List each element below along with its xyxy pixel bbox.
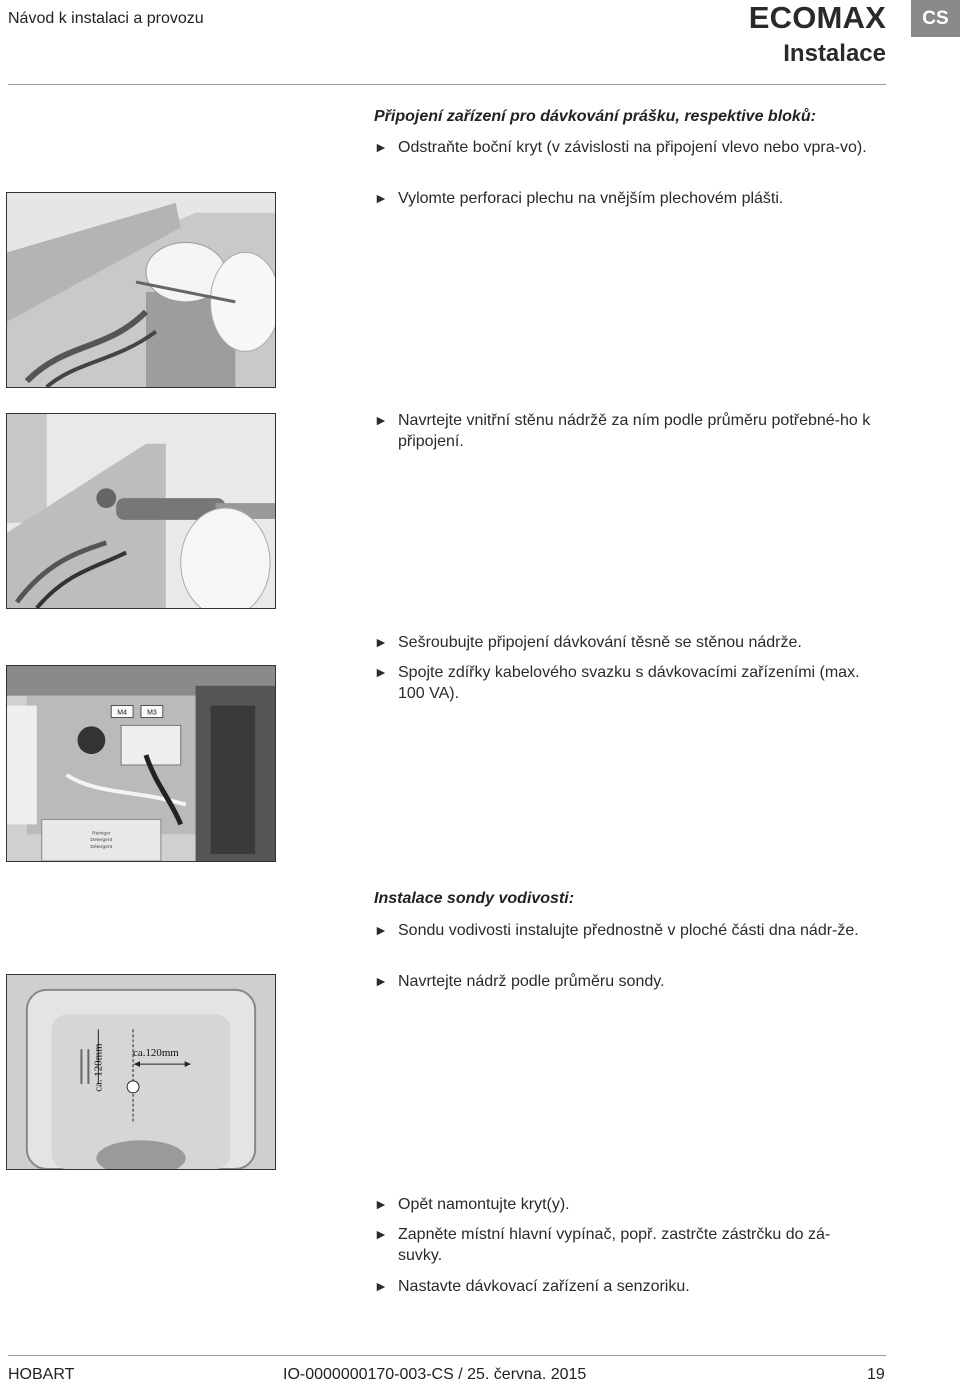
dimension-horizontal-label: ca.120mm bbox=[133, 1047, 179, 1060]
bullet-arrow-icon: ► bbox=[374, 1278, 388, 1294]
footer-divider bbox=[8, 1355, 886, 1356]
bullet-arrow-icon: ► bbox=[374, 634, 388, 650]
step-connect-sockets bbox=[374, 662, 874, 704]
page-number: 19 bbox=[867, 1366, 885, 1383]
section1-title: Připojení zařízení pro dávkování prášku, respektive bloků: bbox=[374, 108, 816, 125]
step-refit-cover bbox=[374, 1194, 874, 1215]
step-configure-dosing bbox=[374, 1276, 874, 1297]
photo-remove-perforation bbox=[6, 192, 276, 388]
step-text: Opět namontujte kryt(y). bbox=[398, 1196, 570, 1213]
label-reiniger: Reiniger bbox=[92, 831, 111, 837]
step-text: Sešroubujte připojení dávkování těsně se stěnou nádrže. bbox=[398, 634, 802, 651]
step-remove-cover bbox=[374, 137, 874, 158]
step-text: Navrtejte nádrž podle průměru sondy. bbox=[398, 973, 665, 990]
brand-title: ECOMAX bbox=[748, 0, 886, 35]
step-install-probe bbox=[374, 920, 874, 941]
label-detergent-fr: Détergent bbox=[90, 845, 113, 851]
dimension-vertical-label: ca. 120mm bbox=[92, 1043, 105, 1092]
photo-cable-connection bbox=[6, 665, 276, 862]
step-text: Spojte zdířky kabelového svazku s dávkovacími zařízeními (max. 100 VA). bbox=[398, 664, 860, 702]
section-title: Instalace bbox=[783, 40, 886, 67]
bullet-arrow-icon: ► bbox=[374, 139, 388, 155]
footer-doc-number: IO-0000000170-003-CS / 25. června. 2015 bbox=[283, 1366, 587, 1383]
photo-drill-tank bbox=[6, 413, 276, 609]
step-switch-on bbox=[374, 1224, 874, 1266]
bullet-arrow-icon: ► bbox=[374, 1196, 388, 1212]
step-text: Zapněte místní hlavní vypínač, popř. zastrčte zástrčku do zá-suvky. bbox=[398, 1226, 831, 1264]
step-screw-connection bbox=[374, 632, 874, 653]
step-drill-probe bbox=[374, 971, 874, 992]
footer-brand: HOBART bbox=[8, 1366, 75, 1383]
document-title: Návod k instalaci a provozu bbox=[8, 10, 204, 27]
section2-title: Instalace sondy vodivosti: bbox=[374, 890, 575, 907]
step-drill-tank-wall bbox=[374, 410, 874, 452]
label-m3: M3 bbox=[147, 709, 157, 717]
bullet-arrow-icon: ► bbox=[374, 922, 388, 938]
step-text: Nastavte dávkovací zařízení a senzoriku. bbox=[398, 1278, 690, 1295]
step-break-perforation bbox=[374, 188, 874, 209]
bullet-arrow-icon: ► bbox=[374, 190, 388, 206]
header-divider bbox=[8, 84, 886, 85]
photo-probe-position bbox=[6, 974, 276, 1170]
bullet-arrow-icon: ► bbox=[374, 664, 388, 680]
bullet-arrow-icon: ► bbox=[374, 412, 388, 428]
step-text: Sondu vodivosti instalujte přednostně v ploché části dna nádr-že. bbox=[398, 922, 859, 939]
step-text: Vylomte perforaci plechu na vnějším plechovém plášti. bbox=[398, 190, 784, 207]
step-text: Odstraňte boční kryt (v závislosti na připojení vlevo nebo vpra-vo). bbox=[398, 139, 867, 156]
label-detergent: Detergent bbox=[90, 838, 113, 844]
language-badge: CS bbox=[911, 0, 960, 37]
bullet-arrow-icon: ► bbox=[374, 1226, 388, 1242]
step-text: Navrtejte vnitřní stěnu nádržě za ním podle průměru potřebné-ho k připojení. bbox=[398, 412, 871, 450]
bullet-arrow-icon: ► bbox=[374, 973, 388, 989]
label-m4: M4 bbox=[117, 709, 127, 717]
